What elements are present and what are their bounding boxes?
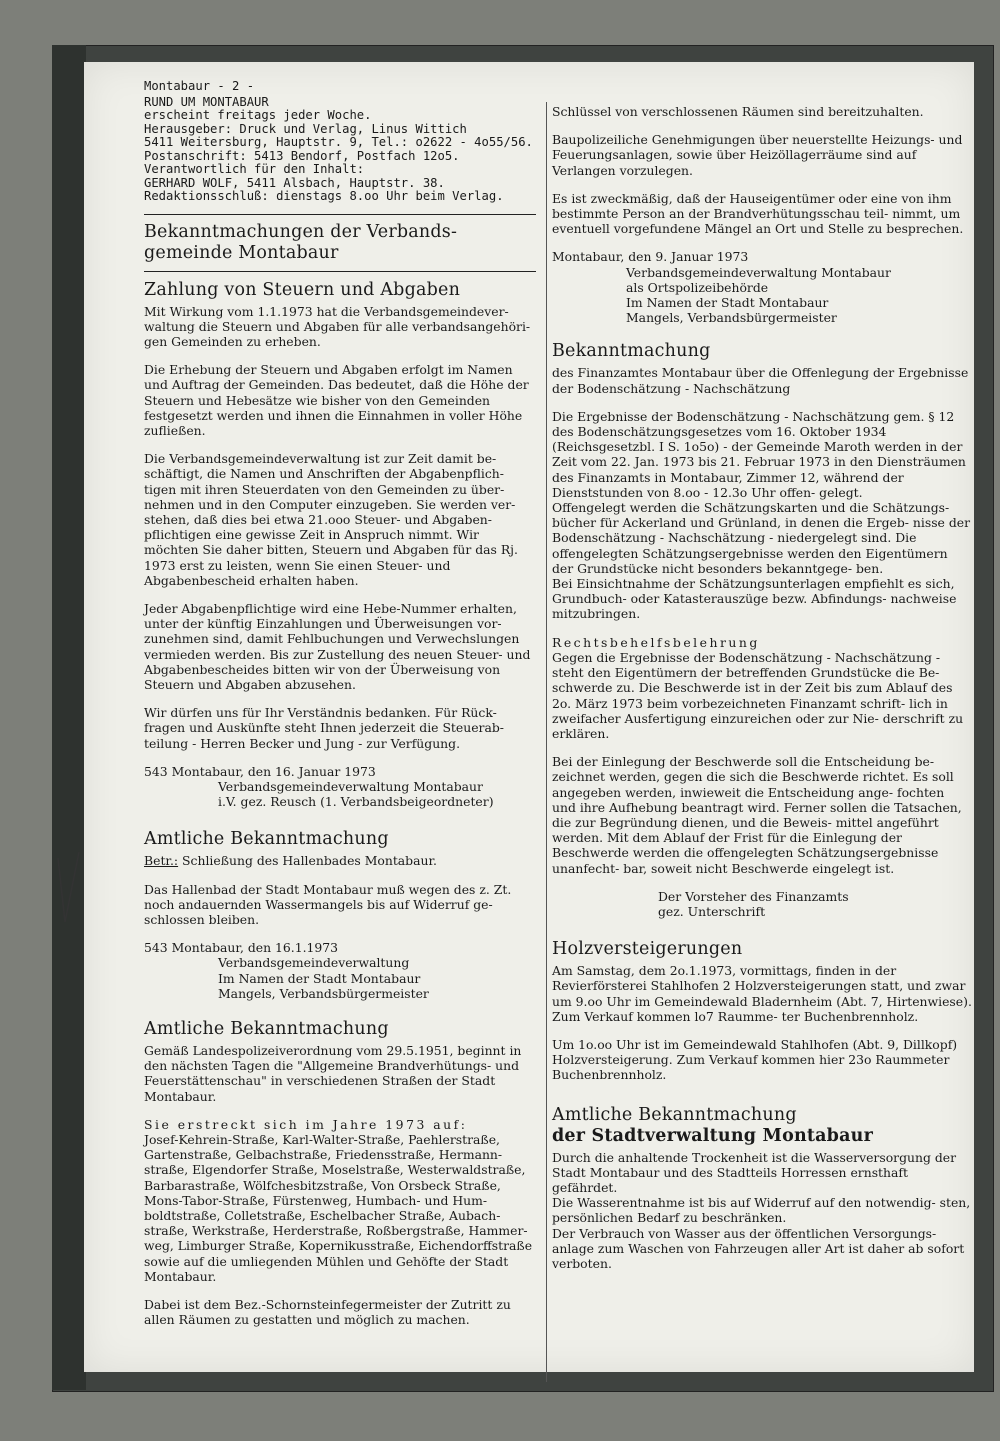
article-wasserversorgung xyxy=(552,1105,972,1272)
section-rule xyxy=(144,214,536,215)
article-paragraph: Die Verbandsgemeindeverwaltung ist zur Zeit damit be- schäftigt, die Namen und Anschriften der Abgabenpflich- tigen mit ihren Steuerdaten von den Gemeinden zu über- nehmen und in den Computer einzugeben. Sie werden ver- stehen, daß dies bei etwa 21.ooo Steuer- und Abgaben- pflichtigen eine gewisse Zeit in Anspruch nimmt. Wir möchten Sie daher bitten, Steuern und Abgaben für das Rj. 1973 erst zu leisten, wenn Sie einen Steuer- und Abgabenbescheid erhalten haben. xyxy=(144,451,518,588)
article-paragraph: Gegen die Ergebnisse der Bodenschätzung - Nachschätzung - steht den Eigentümern der betreffenden Grundstücke die Be- schwerde zu. Die Beschwerde ist in der Zeit bis zum Ablauf des 2o. März 1973 beim vorbezeichneten Finanzamt schrift- lich in zweifacher Ausfertigung einzureichen oder zur Nie- derschrift zu erklären. xyxy=(552,649,964,741)
masthead-line: Herausgeber: Druck und Verlag, Linus Wittich xyxy=(144,121,467,136)
betreff-label: Betr.: xyxy=(144,853,179,869)
article-signature: Verbandsgemeindeverwaltung Montabaur xyxy=(626,264,891,280)
article-holzversteigerungen xyxy=(552,939,972,1082)
article-paragraph: Mit Wirkung vom 1.1.1973 hat die Verbandsgemeindever- waltung die Steuern und Abgaben für alle verbandsangehöri- gen Gemeinden zu erheben. xyxy=(144,303,531,349)
masthead-line: GERHARD WOLF, 5411 Alsbach, Hauptstr. 38. xyxy=(144,175,445,190)
binding-edge xyxy=(52,45,86,1390)
article-signature: Im Namen der Stadt Montabaur xyxy=(218,970,421,986)
article-paragraph: Die Erhebung der Steuern und Abgaben erfolgt im Namen und Auftrag der Gemeinden. Das bedeutet, daß die Höhe der Steuern und Hebesätze wie bisher von den Gemeinden festgesetzt werden und ihnen die Einnahmen in voller Höhe zufließen. xyxy=(144,362,529,438)
pencil-checkmark-mark xyxy=(55,850,83,930)
page-header: Montabaur - 2 - xyxy=(144,79,255,93)
article-signature: Der Vorsteher des Finanzamts xyxy=(658,888,849,904)
article-title: Amtliche Bekanntmachung xyxy=(144,829,389,850)
streets-intro: Sie erstreckt sich im Jahre 1973 auf: xyxy=(144,1116,468,1132)
article-signature: Verbandsgemeindeverwaltung xyxy=(218,955,410,971)
right-column xyxy=(552,62,972,1271)
article-paragraph: Gemäß Landespolizeiverordnung vom 29.5.1951, beginnt in den nächsten Tagen die "Allgemeine Brandverhütungs- und Feuerstättenschau" in verschiedenen Straßen der Stadt Montabaur. xyxy=(144,1043,522,1104)
article-signature: gez. Unterschrift xyxy=(658,903,766,919)
article-paragraph: Jeder Abgabenpflichtige wird eine Hebe-Nummer erhalten, unter der künftig Einzahlungen und Überweisungen vor- zunehmen sind, damit Fehlbuchungen und Verwechslungen vermieden werden. Bis zur Zustellung des neuen Steuer- und Abgabenbescheides bitten wir von der Überweisung von Steuern und Abgaben abzusehen. xyxy=(144,600,531,692)
rechtsbehelf-title: Rechtsbehelfsbelehrung xyxy=(552,634,760,650)
article-date: Montabaur, den 9. Januar 1973 xyxy=(552,249,749,265)
masthead-line: Verantwortlich für den Inhalt: xyxy=(144,162,365,176)
article-paragraph: Bei der Einlegung der Beschwerde soll die Entscheidung be- zeichnet werden, gegen die sich die Beschwerde richtet. Es soll angegeben werden, inwieweit die Entscheidung ange- fochten und ihre Aufhebung beantragt wird. Ferner sollen die Tatsachen, die zur Begründung dienen, und die Beweis- mittel angeführt werden. Mit dem Ablauf der Frist für die Einlegung der Beschwerde werden die offengelegten Schätzungsergebnisse unanfecht- bar, soweit nicht Beschwerde eingelegt ist. xyxy=(552,754,962,876)
article-hallenbad xyxy=(144,829,536,1001)
column-divider xyxy=(546,102,547,1382)
masthead-line: RUND UM MONTABAUR xyxy=(144,94,269,109)
article-steuern xyxy=(144,280,536,810)
article-paragraph: Am Samstag, dem 2o.1.1973, vormittags, finden in der Revierförsterei Stahlhofen 2 Holzversteigerungen statt, und zwar um 9.oo Uhr im Gemeindewald Bladernheim (Abt. 7, Hirtenwiese). Zum Verkauf kommen lo7 Raumme- ter Buchenbrennholz. xyxy=(552,963,972,1024)
article-signature: Mangels, Verbandsbürgermeister xyxy=(626,310,837,326)
masthead-line: erscheint freitags jeder Woche. xyxy=(144,108,372,122)
left-column xyxy=(144,62,536,1327)
masthead-line: Redaktionsschluß: dienstags 8.oo Uhr beim Verlag. xyxy=(144,189,504,203)
article-signature: Mangels, Verbandsbürgermeister xyxy=(218,985,429,1001)
article-subtitle: des Finanzamtes Montabaur über die Offenlegung der Ergebnisse der Bodenschätzung - Nachschätzung xyxy=(552,365,969,396)
article-paragraph: Die Ergebnisse der Bodenschätzung - Nachschätzung gem. § 12 des Bodenschätzungsgesetzes vom 16. Oktober 1934 (Reichsgesetzbl. I S. 1o5o) - der Gemeinde Maroth werden in der Zeit vom 22. Jan. 1973 bis 21. Februar 1973 in den Diensträumen des Finanzamts in Montabaur, Zimmer 12, während der Dienststunden von 8.oo - 12.3o Uhr offen- gelegt. xyxy=(552,408,966,500)
article-paragraph: Offengelegt werden die Schätzungskarten und die Schätzungs- bücher für Ackerland und Grünland, in denen die Ergeb- nisse der Bodenschätzung - Nachschätzung - niedergelegt sind. Die offengelegten Schätzungsergebnisse werden den Eigentümern der Grundstücke nicht besonders bekanntgege- ben. xyxy=(552,500,971,576)
section-title: Bekanntmachungen der Verbands- gemeinde Montabaur xyxy=(144,221,458,263)
article-brandschau xyxy=(144,1019,536,1327)
article-date: 543 Montabaur, den 16. Januar 1973 xyxy=(144,763,376,779)
article-title: Zahlung von Steuern und Abgaben xyxy=(144,279,461,300)
article-paragraph: Um 1o.oo Uhr ist im Gemeindewald Stahlhofen (Abt. 9, Dillkopf) Holzversteigerung. Zum Verkauf kommen hier 23o Raummeter Buchenbrennholz. xyxy=(552,1036,958,1083)
masthead-line: 5411 Weitersburg, Hauptstr. 9, Tel.: o2622 - 4o55/56. xyxy=(144,135,533,149)
article-title: Amtliche Bekanntmachung xyxy=(144,1019,389,1040)
streets-list: Josef-Kehrein-Straße, Karl-Walter-Straße, Paehlerstraße, Gartenstraße, Gelbachstraße, Friedensstraße, Hermann- straße, Elgendorfer Straße, Moselstraße, Westerwaldstraße, Barbarastraße, Wölfchesbitzstraße, Von Orsbeck Straße, Mons-Tabor-Straße, Fürstenweg, Humbach- und Hum- boldtstraße, Colletstraße, Eschelbacher Straße, Aubach- straße, Werkstraße, Herderstraße, Roßbergstraße, Hammer- weg, Limburger Straße, Kopernikusstraße, Eichendorffstraße sowie auf die umliegenden Mühlen und Gehöfte der Stadt Montabaur. xyxy=(144,1132,533,1284)
article-signature: als Ortspolizeibehörde xyxy=(626,279,769,295)
article-signature: Im Namen der Stadt Montabaur xyxy=(626,295,829,311)
article-signature: Verbandsgemeindeverwaltung Montabaur xyxy=(218,778,483,794)
article-paragraph: Bei Einsichtnahme der Schätzungsunterlagen empfiehlt es sich, Grundbuch- oder Katasterauszüge bezw. Abfindungs- nachweise mitzubringen. xyxy=(552,576,957,622)
article-paragraph: Wir dürfen uns für Ihr Verständnis bedanken. Für Rück- fragen und Auskünfte steht Ihnen jederzeit die Steuerab- teilung - Herren Becker und Jung - zur Verfügung. xyxy=(144,705,504,751)
article-bodenschaetzung xyxy=(552,341,972,919)
article-paragraph: Es ist zweckmäßig, daß der Hauseigentümer oder eine von ihm bestimmte Person an der Brandverhütungsschau teil- nimmt, um eventuell vorgefundene Mängel an Ort und Stelle zu besprechen. xyxy=(552,190,964,237)
article-paragraph: Baupolizeiliche Genehmigungen über neuerstellte Heizungs- und Feuerungsanlagen, sowie über Heizöllagerräume sind auf Verlangen vorzulegen. xyxy=(552,132,963,178)
betreff-text: Schließung des Hallenbades Montabaur. xyxy=(182,853,437,869)
article-title: der Stadtverwaltung Montabaur xyxy=(552,1125,874,1146)
masthead xyxy=(144,80,536,204)
article-paragraph: Die Wasserentnahme ist bis auf Widerruf auf den notwendig- sten, persönlichen Bedarf zu beschränken. xyxy=(552,1195,971,1226)
article-paragraph: Dabei ist dem Bez.-Schornsteinfegermeister der Zutritt zu allen Räumen zu gestatten und möglich zu machen. xyxy=(144,1297,511,1328)
article-paragraph: Der Verbrauch von Wasser aus der öffentlichen Versorgungs- anlage zum Waschen von Fahrzeugen aller Art ist daher ab sofort verboten. xyxy=(552,1225,965,1271)
section-rule xyxy=(144,271,536,272)
article-paragraph: Durch die anhaltende Trockenheit ist die Wasserversorgung der Stadt Montabaur und des Stadtteils Horressen ernsthaft gefährdet. xyxy=(552,1149,957,1195)
article-paragraph: Schlüssel von verschlossenen Räumen sind bereitzuhalten. xyxy=(552,104,924,119)
article-title: Holzversteigerungen xyxy=(552,939,743,960)
newspaper-page xyxy=(84,62,974,1372)
article-date: 543 Montabaur, den 16.1.1973 xyxy=(144,940,339,956)
article-title: Amtliche Bekanntmachung xyxy=(552,1104,797,1125)
article-paragraph: Das Hallenbad der Stadt Montabaur muß wegen des z. Zt. noch andauernden Wassermangels bis auf Widerruf ge- schlossen bleiben. xyxy=(144,881,512,927)
article-brandschau-continued xyxy=(552,104,972,325)
article-signature: i.V. gez. Reusch (1. Verbandsbeigeordneter) xyxy=(218,794,494,810)
masthead-line: Postanschrift: 5413 Bendorf, Postfach 12o5. xyxy=(144,148,460,163)
article-title: Bekanntmachung xyxy=(552,341,711,362)
